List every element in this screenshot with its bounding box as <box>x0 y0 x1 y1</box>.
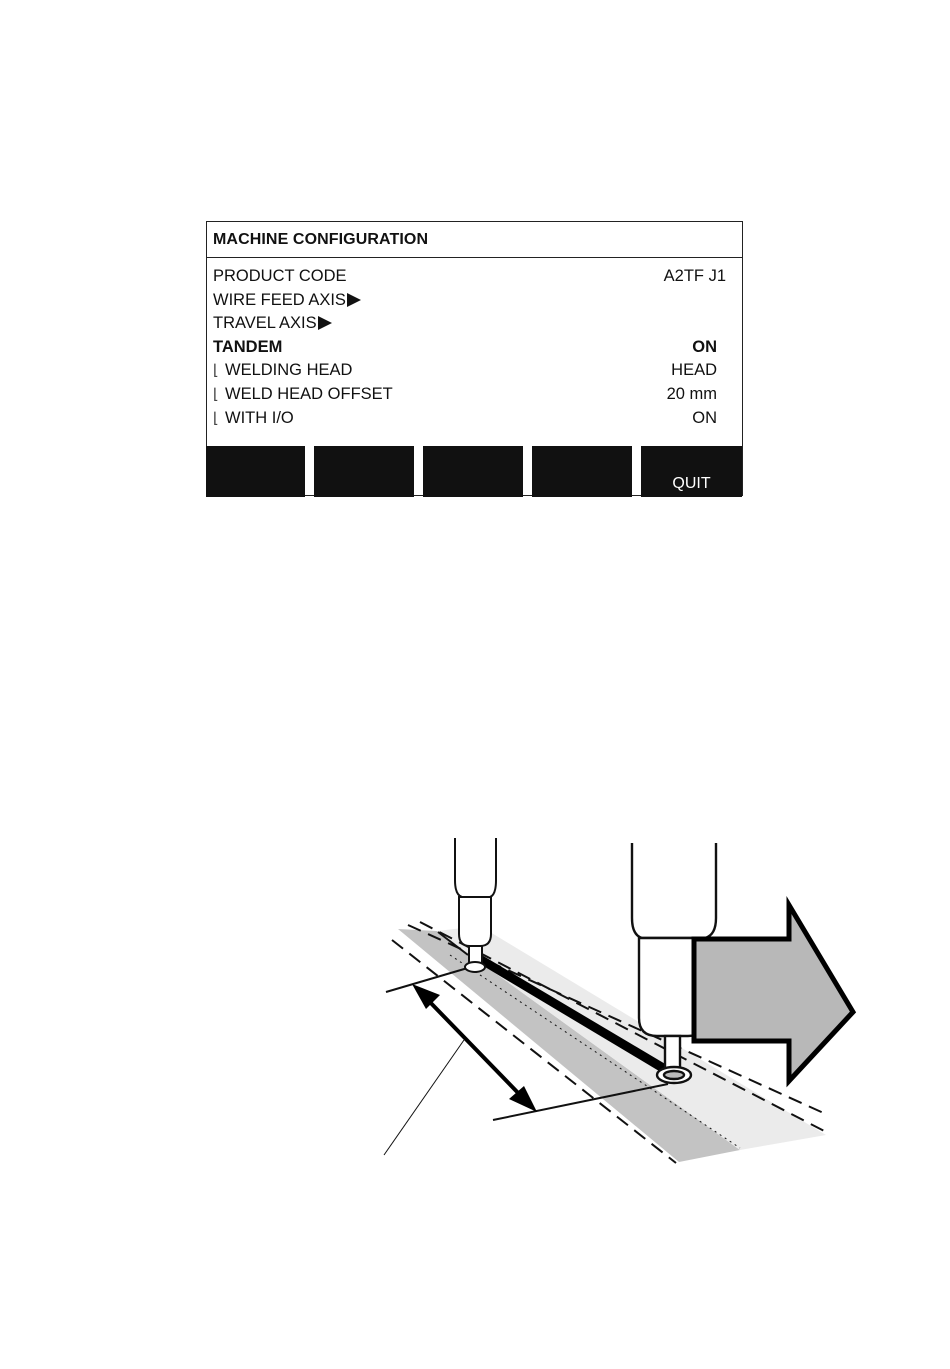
with-io-value: ON <box>692 408 717 427</box>
machine-configuration-screen <box>206 221 743 496</box>
product-code-label: PRODUCT CODE <box>213 267 347 285</box>
welding-torch-icon <box>632 843 716 1083</box>
screen-title: MACHINE CONFIGURATION <box>207 222 742 258</box>
softkey-2[interactable] <box>314 446 414 497</box>
wire-feed-axis-label: WIRE FEED AXIS <box>213 290 346 309</box>
welding-head-value: HEAD <box>671 361 717 380</box>
softkey-3[interactable] <box>423 446 523 497</box>
plate-light-area <box>437 926 826 1150</box>
softkey-1[interactable] <box>206 446 305 497</box>
row-tandem[interactable] <box>213 336 731 360</box>
travel-direction-arrow-icon <box>694 905 853 1081</box>
offset-dimension-arrow-icon <box>412 984 537 1112</box>
weld-head-offset-label: WELD HEAD OFFSET <box>225 384 393 403</box>
submenu-arrow-icon <box>318 316 332 330</box>
submenu-arrow-icon <box>347 293 361 307</box>
tandem-label: TANDEM <box>213 337 283 356</box>
softkey-4[interactable] <box>532 446 632 497</box>
row-weld-head-offset[interactable] <box>213 383 731 407</box>
sub-item-marker: ⌊ <box>213 409 219 427</box>
weld-bead-area <box>398 929 740 1162</box>
welding-head-label: WELDING HEAD <box>225 361 353 380</box>
weld-joint <box>470 954 672 1074</box>
row-wire-feed-axis[interactable] <box>213 289 731 313</box>
sub-item-marker: ⌊ <box>213 385 219 403</box>
softkey-bar <box>206 446 743 497</box>
tandem-value: ON <box>692 337 717 356</box>
row-welding-head[interactable] <box>213 359 731 383</box>
sub-item-marker: ⌊ <box>213 362 219 380</box>
welding-torch-icon <box>455 838 496 972</box>
row-travel-axis[interactable] <box>213 312 731 336</box>
weld-head-offset-value: 20 mm <box>666 384 717 403</box>
travel-axis-label: TRAVEL AXIS <box>213 314 317 333</box>
row-with-io[interactable] <box>213 407 731 431</box>
row-product-code[interactable] <box>213 265 731 289</box>
product-code-value: A2TF J1 <box>663 267 726 285</box>
with-io-label: WITH I/O <box>225 408 294 427</box>
config-list <box>213 265 731 430</box>
quit-button[interactable]: QUIT <box>641 446 742 497</box>
